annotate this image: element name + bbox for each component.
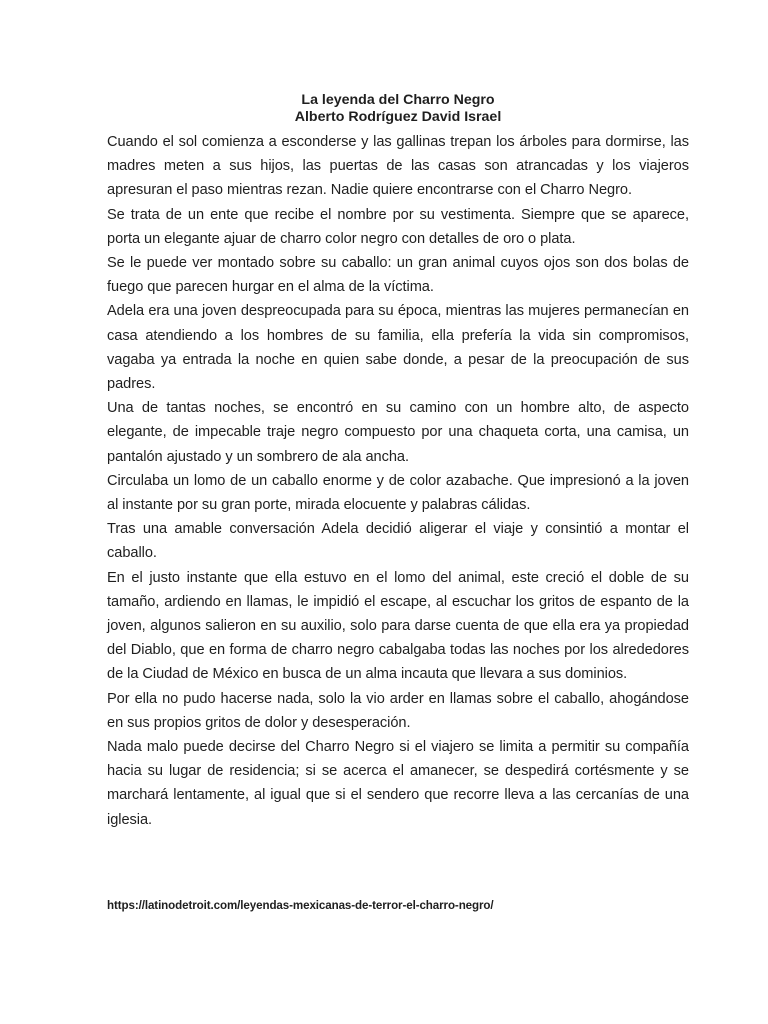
paragraph: Se trata de un ente que recibe el nombre por su vestimenta. Siempre que se aparece, porta un elegante ajuar de charro color negro con detalles de oro o plata. — [107, 206, 689, 247]
paragraph: Se le puede ver montado sobre su caballo: un gran animal cuyos ojos son dos bolas de fuego que parecen hurgar en el alma de la víctima. — [107, 255, 689, 296]
source-link[interactable]: https://latinodetroit.com/leyendas-mexicanas-de-terror-el-charro-negro/ — [107, 899, 494, 912]
document-authors: Alberto Rodríguez David Israel — [294, 109, 502, 125]
paragraph: Nada malo puede decirse del Charro Negro si el viajero se limita a permitir su compañía hacia su lugar de residencia; si se acerca el amanecer, se despedirá cortésmente y se marchará lentamente, al igual que si el sendero que recorre lleva a las cercanías de una iglesia. — [107, 739, 689, 828]
paragraph: Tras una amable conversación Adela decidió aligerar el viaje y consintió a montar el caballo. — [107, 521, 689, 562]
paragraph: Adela era una joven despreocupada para su época, mientras las mujeres permanecían en casa atendiendo a los hombres de su familia, ella prefería la vida sin compromisos, vagaba ya entrada la noche en quien sabe donde, a pesar de la preocupación de sus padres. — [107, 303, 689, 393]
document-body — [107, 130, 689, 832]
paragraph: Una de tantas noches, se encontró en su camino con un hombre alto, de aspecto elegante, de impecable traje negro compuesto por una chaqueta corta, una camisa, un pantalón ajustado y un sombrero de ala ancha. — [107, 400, 689, 465]
paragraph: Circulaba un lomo de un caballo enorme y de color azabache. Que impresionó a la joven al instante por su gran porte, mirada elocuente y palabras cálidas. — [107, 472, 689, 514]
paragraph: En el justo instante que ella estuvo en el lomo del animal, este creció el doble de su tamaño, ardiendo en llamas, le impidió el escape, al escuchar los gritos de espanto de la joven, algunos salieron en su auxilio, solo para darse cuenta de que ella era ya propiedad del Diablo, que en forma de charro negro cabalgaba todas las noches por los alrededores de la Ciudad de México en busca de un alma incauta que llevara a sus dominios. — [107, 569, 689, 683]
paragraph: Por ella no pudo hacerse nada, solo la vio arder en llamas sobre el caballo, ahogándose en sus propios gritos de dolor y desesperación. — [107, 690, 689, 731]
title-block — [107, 92, 689, 126]
document-title: La leyenda del Charro Negro — [301, 92, 495, 108]
document-page — [107, 92, 689, 832]
paragraph: Cuando el sol comienza a esconderse y las gallinas trepan los árboles para dormirse, las madres meten a sus hijos, las puertas de las casas son atrancadas y los viajeros apresuran el paso mientras rezan. Nadie quiere encontrarse con el Charro Negro. — [107, 134, 689, 199]
